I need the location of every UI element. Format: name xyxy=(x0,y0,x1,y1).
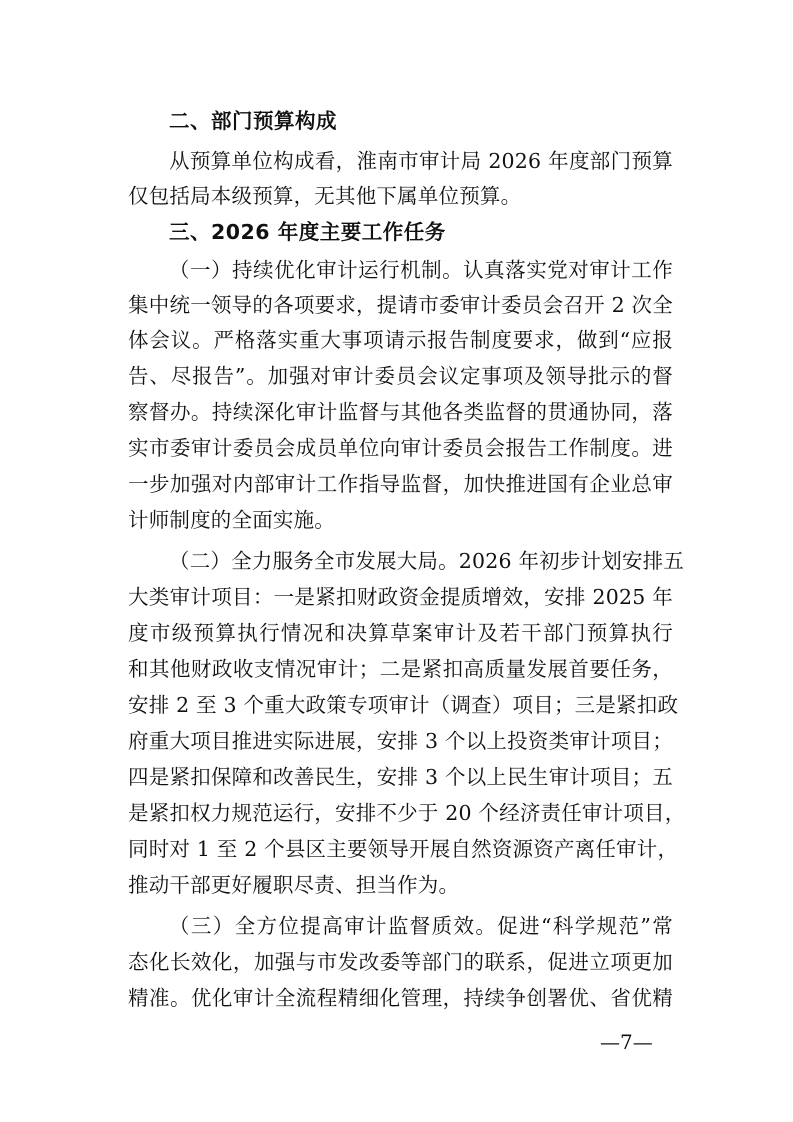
paragraph-line: 和其他财政收支情况审计；二是紧扣高质量发展首要任务， xyxy=(128,657,673,681)
paragraph-line: （三）全方位提高审计监督质效。促进“科学规范”常 xyxy=(169,914,673,938)
paragraph-line: 告、尽报告”。加强对审计委员会议定事项及领导批示的督 xyxy=(128,364,673,388)
paragraph-line: 计师制度的全面实施。 xyxy=(128,508,335,532)
paragraph-line: 态化长效化，加强与市发改委等部门的联系，促进立项更加 xyxy=(128,950,673,974)
paragraph-line: 推动干部更好履职尽责、担当作为。 xyxy=(128,873,460,897)
paragraph-line: 四是紧扣保障和改善民生，安排 3 个以上民生审计项目；五 xyxy=(128,765,673,789)
paragraph-line: 是紧扣权力规范运行，安排不少于 20 个经济责任审计项目， xyxy=(128,801,686,825)
paragraph-line: 实市委审计委员会成员单位向审计委员会报告工作制度。进 xyxy=(128,436,673,460)
paragraph-line: （一）持续优化审计运行机制。认真落实党对审计工作 xyxy=(169,258,673,282)
section-heading-budget-composition: 二、部门预算构成 xyxy=(169,109,337,133)
paragraph-line: 同时对 1 至 2 个县区主要领导开展自然资源资产离任审计， xyxy=(128,837,679,861)
paragraph-line: 仅包括局本级预算，无其他下属单位预算。 xyxy=(128,184,522,208)
paragraph-line: 大类审计项目：一是紧扣财政资金提质增效，安排 2025 年 xyxy=(128,585,673,609)
paragraph-line: 府重大项目推进实际进展，安排 3 个以上投资类审计项目； xyxy=(128,729,673,753)
paragraph-line: 察督办。持续深化审计监督与其他各类监督的贯通协同，落 xyxy=(128,400,673,424)
section-heading-main-tasks: 三、2026 年度主要工作任务 xyxy=(169,220,446,244)
page-number: —7— xyxy=(600,1030,653,1054)
paragraph-line: 精准。优化审计全流程精细化管理，持续争创署优、省优精 xyxy=(128,986,673,1010)
paragraph-line: （二）全力服务全市发展大局。2026 年初步计划安排五 xyxy=(169,549,685,573)
paragraph-line: 安排 2 至 3 个重大政策专项审计（调查）项目；三是紧扣政 xyxy=(128,693,679,717)
paragraph-line: 度市级预算执行情况和决算草案审计及若干部门预算执行 xyxy=(128,621,673,645)
paragraph-line: 从预算单位构成看，淮南市审计局 2026 年度部门预算 xyxy=(169,149,673,173)
paragraph-line: 体会议。严格落实重大事项请示报告制度要求，做到“应报 xyxy=(128,328,673,352)
paragraph-line: 一步加强对内部审计工作指导监督，加快推进国有企业总审 xyxy=(128,472,673,496)
paragraph-line: 集中统一领导的各项要求，提请市委审计委员会召开 2 次全 xyxy=(128,293,673,317)
